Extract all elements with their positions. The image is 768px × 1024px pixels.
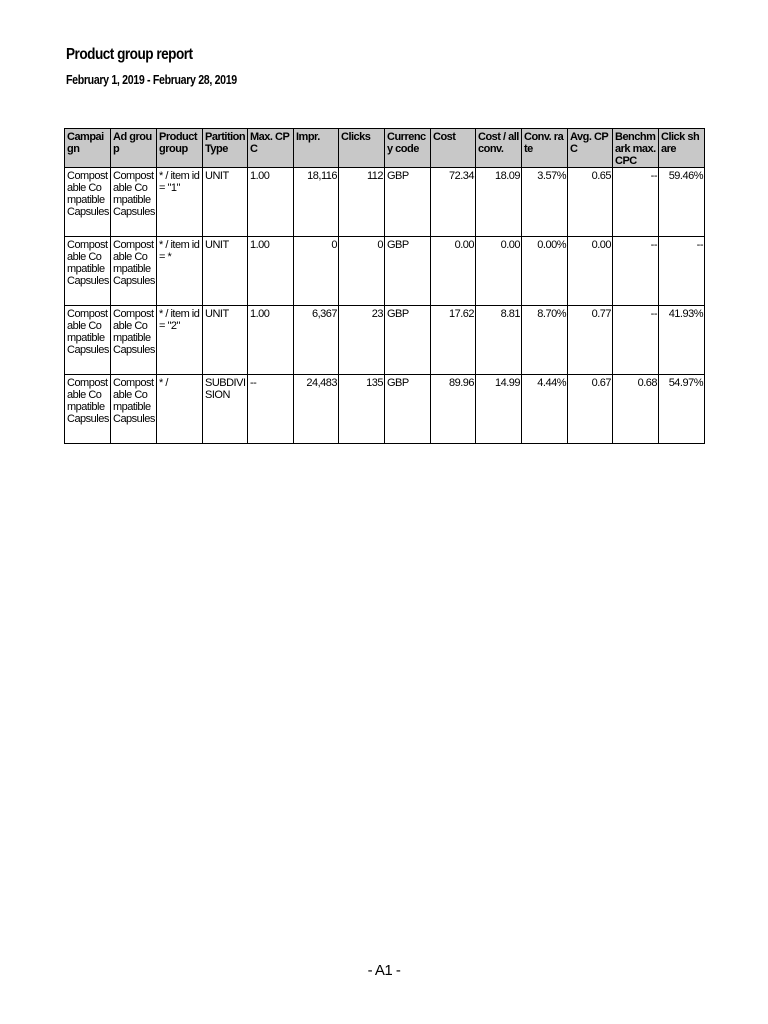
cell-impr: 24,483 — [294, 375, 339, 444]
table-row — [65, 306, 705, 375]
cell-avg-cpc: 0.00 — [568, 237, 613, 306]
header-campaign: Campaign — [65, 129, 111, 168]
cell-conv-rate: 4.44% — [522, 375, 568, 444]
header-currency-code: Currency code — [385, 129, 431, 168]
cell-currency-code: GBP — [385, 306, 431, 375]
cell-max-cpc: 1.00 — [248, 168, 294, 237]
cell-campaign: Compostable Compatible Capsules — [65, 306, 111, 375]
cell-partition-type: UNIT — [203, 306, 248, 375]
cell-max-cpc: 1.00 — [248, 306, 294, 375]
cell-campaign: Compostable Compatible Capsules — [65, 168, 111, 237]
cell-max-cpc: 1.00 — [248, 237, 294, 306]
cell-ad-group: Compostable Compatible Capsules — [111, 306, 157, 375]
report-title: Product group report — [66, 46, 193, 63]
cell-avg-cpc: 0.77 — [568, 306, 613, 375]
header-product-group: Product group — [157, 129, 203, 168]
cell-partition-type: SUBDIVISION — [203, 375, 248, 444]
header-avg-cpc: Avg. CPC — [568, 129, 613, 168]
cell-click-share: 41.93% — [659, 306, 705, 375]
header-benchmark-max-cpc: Benchmark max. CPC — [613, 129, 659, 168]
cell-clicks: 23 — [339, 306, 385, 375]
cell-product-group: * / item id = "1" — [157, 168, 203, 237]
header-partition-type: Partition Type — [203, 129, 248, 168]
cell-cost-per-conv: 18.09 — [476, 168, 522, 237]
header-clicks: Clicks — [339, 129, 385, 168]
cell-cost: 89.96 — [431, 375, 476, 444]
cell-product-group: * / item id = * — [157, 237, 203, 306]
product-group-table — [64, 128, 705, 444]
cell-max-cpc: -- — [248, 375, 294, 444]
header-impr: Impr. — [294, 129, 339, 168]
cell-currency-code: GBP — [385, 237, 431, 306]
cell-impr: 6,367 — [294, 306, 339, 375]
cell-cost: 72.34 — [431, 168, 476, 237]
cell-currency-code: GBP — [385, 375, 431, 444]
cell-cost-per-conv: 14.99 — [476, 375, 522, 444]
cell-ad-group: Compostable Compatible Capsules — [111, 375, 157, 444]
cell-conv-rate: 0.00% — [522, 237, 568, 306]
table-row — [65, 237, 705, 306]
header-click-share: Click share — [659, 129, 705, 168]
cell-click-share: -- — [659, 237, 705, 306]
header-ad-group: Ad group — [111, 129, 157, 168]
report-date-range: February 1, 2019 - February 28, 2019 — [66, 73, 237, 87]
cell-cost-per-conv: 0.00 — [476, 237, 522, 306]
header-conv-rate: Conv. rate — [522, 129, 568, 168]
cell-clicks: 112 — [339, 168, 385, 237]
cell-benchmark-max-cpc: 0.68 — [613, 375, 659, 444]
cell-cost: 0.00 — [431, 237, 476, 306]
cell-impr: 0 — [294, 237, 339, 306]
cell-impr: 18,116 — [294, 168, 339, 237]
cell-benchmark-max-cpc: -- — [613, 306, 659, 375]
cell-avg-cpc: 0.67 — [568, 375, 613, 444]
cell-click-share: 54.97% — [659, 375, 705, 444]
header-cost: Cost — [431, 129, 476, 168]
cell-ad-group: Compostable Compatible Capsules — [111, 237, 157, 306]
cell-partition-type: UNIT — [203, 168, 248, 237]
cell-clicks: 0 — [339, 237, 385, 306]
cell-currency-code: GBP — [385, 168, 431, 237]
table-header-row — [65, 129, 705, 168]
cell-campaign: Compostable Compatible Capsules — [65, 237, 111, 306]
table-row — [65, 168, 705, 237]
cell-click-share: 59.46% — [659, 168, 705, 237]
header-cost-per-conv: Cost / all conv. — [476, 129, 522, 168]
cell-conv-rate: 8.70% — [522, 306, 568, 375]
cell-clicks: 135 — [339, 375, 385, 444]
cell-campaign: Compostable Compatible Capsules — [65, 375, 111, 444]
page-number: - A1 - — [367, 962, 401, 979]
cell-partition-type: UNIT — [203, 237, 248, 306]
header-max-cpc: Max. CPC — [248, 129, 294, 168]
cell-conv-rate: 3.57% — [522, 168, 568, 237]
cell-product-group: * / — [157, 375, 203, 444]
cell-benchmark-max-cpc: -- — [613, 237, 659, 306]
cell-avg-cpc: 0.65 — [568, 168, 613, 237]
cell-product-group: * / item id = "2" — [157, 306, 203, 375]
cell-cost-per-conv: 8.81 — [476, 306, 522, 375]
cell-cost: 17.62 — [431, 306, 476, 375]
cell-ad-group: Compostable Compatible Capsules — [111, 168, 157, 237]
table-row — [65, 375, 705, 444]
cell-benchmark-max-cpc: -- — [613, 168, 659, 237]
